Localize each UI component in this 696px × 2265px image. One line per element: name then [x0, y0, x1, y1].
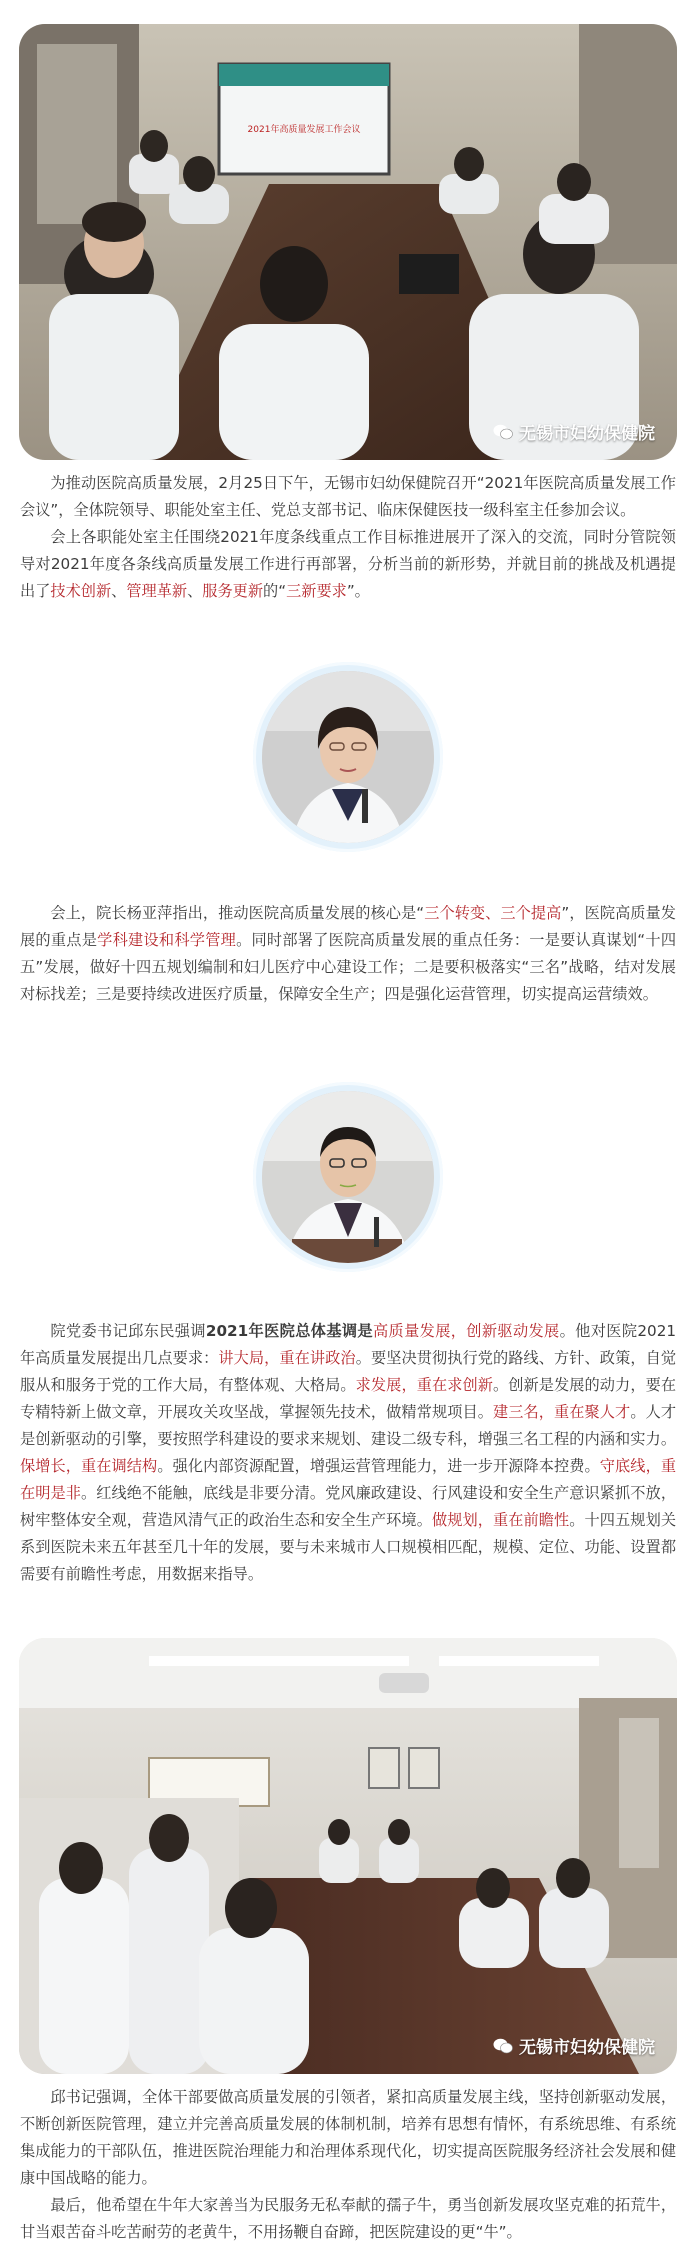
text-run: 的“	[263, 582, 287, 600]
highlight-bottom-line: 守底线，重在明是非	[20, 1457, 677, 1502]
highlight-big-picture: 讲大局，重在讲政治	[218, 1349, 356, 1367]
text-run: 。创新是发展的动力，要在专精特新上做文章，开展攻关攻坚战，掌握领先技术，做精常规项目。	[20, 1376, 677, 1421]
portrait-director	[253, 662, 443, 852]
intro-text	[20, 470, 676, 605]
portrait-director-image	[262, 671, 434, 843]
text-run: 。要坚决贯彻执行党的路线、方针、政策，自觉服从和服务于党的工作大局，有整体观、大格局。	[20, 1349, 677, 1394]
text-run: 会上各职能处室主任围绕2021年度条线重点工作目标推进展开了深入的交流，同时分管院领导对2021年度各条线高质量发展工作进行再部署，分析当前的新形势，并就目前的挑战及机遇提出了	[20, 528, 676, 600]
paragraph-4	[20, 1318, 676, 1588]
text-run: 。强化内部资源配置，增强运营管理能力，进一步开源降本控费。	[157, 1457, 600, 1475]
text-run: 、	[187, 582, 203, 600]
highlight-structure: 保增长，重在调结构	[20, 1457, 158, 1475]
text-run: 。人才是创新驱动的引擎，要按照学科建设的要求来规划、建设二级专科，增强三名工程的内涵和实力。	[20, 1403, 677, 1448]
text-run: 。红线绝不能触，底线是非要分清。党风廉政建设、行风建设和安全生产意识紧抓不放，树牢整体安全观，营造风清气正的政治生态和安全生产环境。	[20, 1484, 677, 1529]
bold-overall-tone: 2021年医院总体基调是	[205, 1322, 373, 1340]
text-run: ”。	[346, 582, 370, 600]
paragraph-3	[20, 900, 676, 1008]
paragraph-2	[20, 524, 676, 605]
watermark-text: 无锡市妇幼保健院	[519, 424, 655, 444]
portrait-secretary	[253, 1082, 443, 1272]
paragraph-5-text: 邱书记强调，全体干部要做高质量发展的引领者，紧扣高质量发展主线，坚持创新驱动发展，不断创新医院管理，建立并完善高质量发展的体制机制，培养有思想有情怀，有系统思维、有系统集成能力的干部队伍，推进医院治理能力和治理体系现代化，切实提高医院服务经济社会发展和健康中国战略的能力。	[20, 2088, 676, 2187]
portrait-director-frame	[262, 671, 434, 843]
watermark	[493, 2033, 655, 2058]
portrait-secretary-image	[262, 1091, 434, 1263]
wechat-icon	[493, 2038, 513, 2054]
paragraph-1-text: 为推动医院高质量发展，2月25日下午，无锡市妇幼保健院召开“2021年医院高质量发展工作会议”，全体院领导、职能处室主任、党总支部书记、临床保健医技一级科室主任参加会议。	[20, 474, 676, 519]
meeting-photo-1	[19, 24, 677, 460]
text-run: 。同时部署了医院高质量发展的重点任务：一是要认真谋划“十四五”发展，做好十四五规划编制和妇儿医疗中心建设工作；二是要积极落实“三名”战略，结对发展对标找差；三是要持续改进医疗质量，保障安全生产；四是强化运营管理，切实提高运营绩效。	[20, 931, 677, 1003]
meeting-photo-2-image	[19, 1638, 677, 2074]
watermark-text: 无锡市妇幼保健院	[519, 2038, 655, 2058]
highlight-discipline-management: 学科建设和科学管理	[97, 931, 237, 949]
text-run: 。十四五规划关系到医院未来五年甚至几十年的发展，要与未来城市人口规模相匹配，规模、定位、功能、设置都需要有前瞻性考虑，用数据来指导。	[20, 1511, 677, 1583]
director-speech-text	[20, 900, 676, 1008]
highlight-innovation: 求发展，重在求创新	[355, 1376, 493, 1394]
wechat-icon	[493, 424, 513, 440]
highlight-three-changes: 三个转变、三个提高	[424, 904, 562, 922]
text-run: ”，医院高质量发展的重点是	[20, 904, 676, 949]
text-run: 会上，院长杨亚萍指出，推动医院高质量发展的核心是“	[50, 904, 425, 922]
paragraph-1	[20, 470, 676, 524]
portrait-secretary-frame	[262, 1091, 434, 1263]
paragraph-5	[20, 2084, 676, 2192]
highlight-management-reform: 管理革新	[126, 582, 188, 600]
highlight-talent: 建三名，重在聚人才	[492, 1403, 631, 1421]
highlight-high-quality-development: 高质量发展，创新驱动发展	[372, 1322, 560, 1340]
projector-screen-title: 2021年高质量发展工作会议	[247, 125, 361, 135]
highlight-tech-innovation: 技术创新	[50, 582, 112, 600]
text-run: 。他对医院2021年高质量发展提出几点要求：	[20, 1322, 677, 1367]
paragraph-6-text: 最后，他希望在牛年大家善当为民服务无私奉献的孺子牛，勇当创新发展攻坚克难的拓荒牛，甘当艰苦奋斗吃苦耐劳的老黄牛，不用扬鞭自奋蹄，把医院建设的更“牛”。	[20, 2196, 676, 2241]
closing-text	[20, 2084, 676, 2246]
highlight-service-update: 服务更新	[202, 582, 263, 600]
highlight-planning: 做规划，重在前瞻性	[431, 1511, 570, 1529]
text-run: 、	[111, 582, 127, 600]
highlight-three-new-requirements: 三新要求	[286, 582, 347, 600]
meeting-photo-2	[19, 1638, 677, 2074]
text-run: 院党委书记邱东民强调	[50, 1322, 206, 1340]
paragraph-6	[20, 2192, 676, 2246]
meeting-photo-1-image	[19, 24, 677, 460]
secretary-speech-text	[20, 1318, 676, 1588]
watermark	[493, 419, 655, 444]
